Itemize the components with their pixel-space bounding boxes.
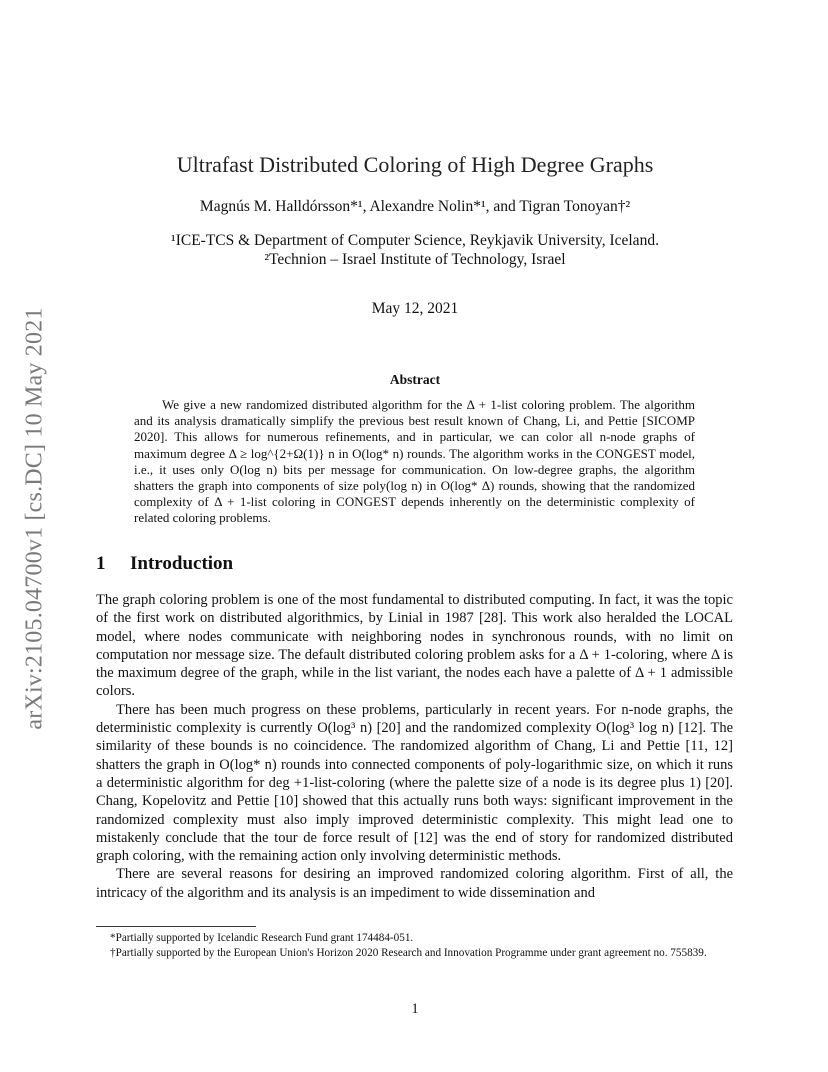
affiliation-1: ¹ICE-TCS & Department of Computer Science, Reykjavik University, Iceland. <box>171 232 659 249</box>
arxiv-stamp-text: arXiv:2105.04700v1 [cs.DC] 10 May 2021 <box>21 306 48 730</box>
paper-date: May 12, 2021 <box>371 300 459 317</box>
footnote-1: *Partially supported by Icelandic Research Fund grant 174484-051. <box>110 932 414 944</box>
footnote-2: †Partially supported by the European Union's Horizon 2020 Research and Innovation Programme under grant agreement no. 755839. <box>110 947 707 959</box>
abstract-text: We give a new randomized distributed algorithm for the Δ + 1-list coloring problem. The algorithm and its analysis dramatically simplify the previous best result known of Chang, Li, and Pettie [SICOMP 2020]. This allows for numerous refinements, and in particular, we can color all n-node graphs of maximum degree Δ ≥ log^{2+Ω(1)} n in O(log* n) rounds. The algorithm works in the CONGEST model, i.e., it uses only O(log n) bits per message for communication. On low-degree graphs, the algorithm shatters the graph into components of size poly(log n) in O(log* Δ) rounds, showing that the randomized complexity of Δ + 1-list coloring in CONGEST depends inherently on the deterministic complexity of related coloring problems. <box>134 397 695 526</box>
section-number: 1 <box>96 553 106 574</box>
footnote-divider <box>96 926 256 927</box>
section-heading <box>96 553 233 575</box>
paper-title: Ultrafast Distributed Coloring of High Degree Graphs <box>176 152 654 177</box>
section-title: Introduction <box>130 553 234 574</box>
author-list: Magnús M. Halldórsson*¹, Alexandre Nolin*¹, and Tigran Tonoyan†² <box>199 198 631 215</box>
affiliation-2: ²Technion – Israel Institute of Technology, Israel <box>264 251 566 268</box>
abstract-heading: Abstract <box>389 372 441 387</box>
arxiv-stamp <box>21 278 49 758</box>
footnotes <box>96 931 733 961</box>
paragraph-1: The graph coloring problem is one of the most fundamental to distributed computing. In fact, it was the topic of the first work on distributed algorithmics, by Linial in 1987 [28]. This work also heralded the LOCAL model, where nodes communicate with neighboring nodes in synchronous rounds, with no limit on computation nor message size. The default distributed coloring problem asks for a Δ + 1-coloring, where Δ is the maximum degree of the graph, while in the list variant, the nodes each have a palette of Δ + 1 admissible colors. <box>96 592 733 700</box>
paragraph-2: There has been much progress on these problems, particularly in recent years. For n-node graphs, the deterministic complexity is currently O(log³ n) [20] and the randomized complexity O(log³ log n) [12]. The similarity of these bounds is no coincidence. The randomized algorithm of Chang, Li and Pettie [11, 12] shatters the graph in O(log* n) rounds into connected components of poly-logarithmic size, on which it runs a deterministic algorithm for deg +1-list-coloring (where the palette size of a node is its degree plus 1) [20]. Chang, Kopelovitz and Pettie [10] showed that this actually runs both ways: significant improvement in the randomized complexity must also imply improved deterministic complexity. This might lead one to mistakenly conclude that the tour de force result of [12] was the end of story for randomized distributed graph coloring, with the remaining action only involving deterministic methods. <box>96 701 733 865</box>
page-number: 1 <box>411 1001 419 1017</box>
body-text <box>96 591 733 902</box>
paragraph-3: There are several reasons for desiring an improved randomized coloring algorithm. First of all, the intricacy of the algorithm and its analysis is an impediment to wide dissemination and <box>96 866 733 901</box>
